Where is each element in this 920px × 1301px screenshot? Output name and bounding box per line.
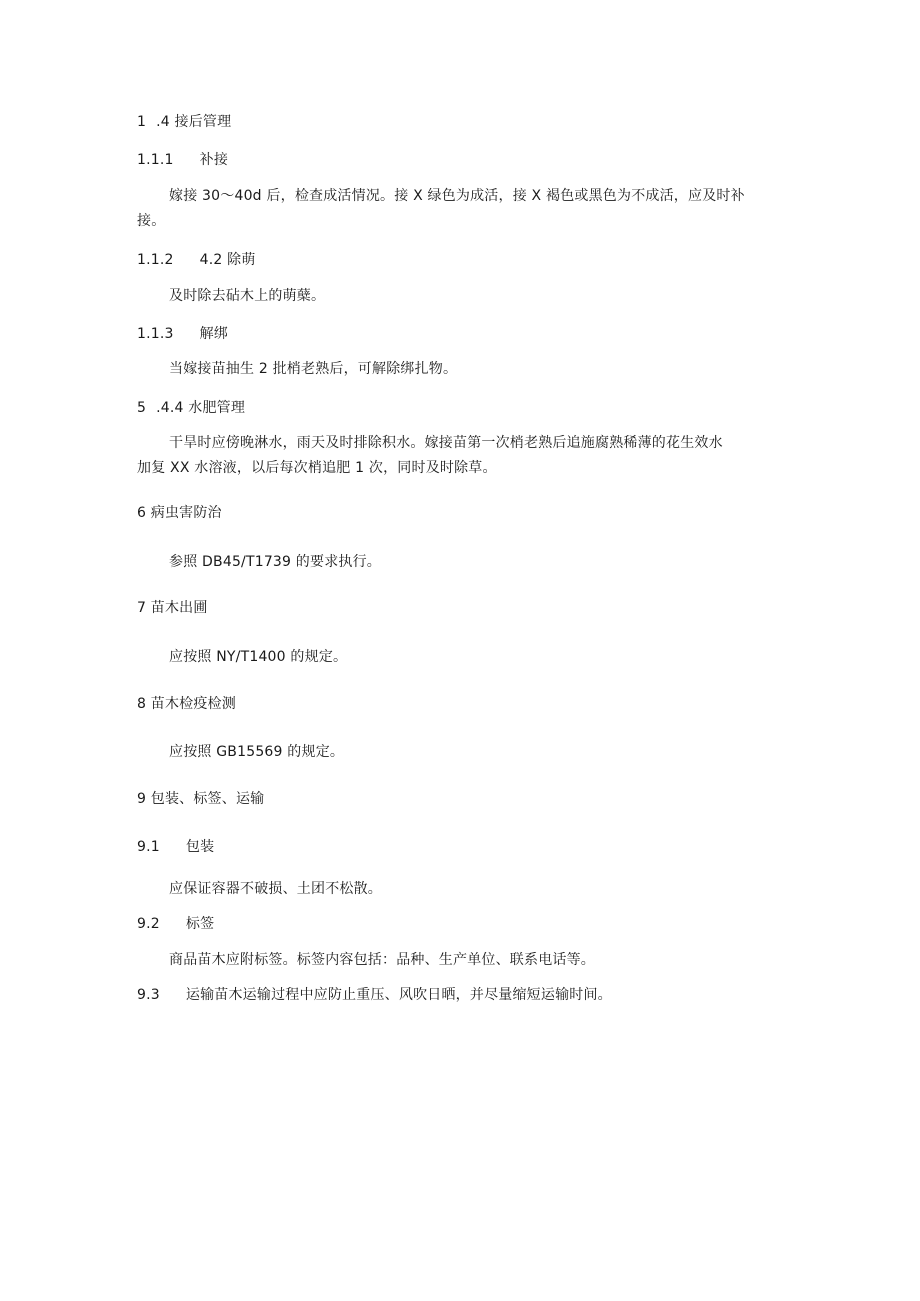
section-heading-9-2 xyxy=(137,914,214,934)
heading-number: 9.3 xyxy=(137,987,160,1003)
section-heading-7: 7 苗木出圃 xyxy=(137,600,208,616)
section-heading-5 xyxy=(137,398,245,418)
paragraph-line: 商品苗木应附标签。标签内容包括：品种、生产单位、联系电话等。 xyxy=(169,952,595,968)
section-heading-6: 6 病虫害防治 xyxy=(137,505,222,521)
heading-text: 运输苗木运输过程中应防止重压、风吹日晒，并尽量缩短运输时间。 xyxy=(185,987,612,1003)
heading-text: 4.2 除萌 xyxy=(199,252,256,268)
paragraph-line: 嫁接 30～40d 后，检查成活情况。接 X 绿色为成活，接 X 褐色或黑色为不成活，应及时补 xyxy=(169,188,745,204)
section-heading-1-1-2 xyxy=(137,250,256,270)
heading-number: 1 xyxy=(137,114,147,130)
paragraph-line: 干旱时应傍晚淋水，雨天及时排除积水。嫁接苗第一次梢老熟后追施腐熟稀薄的花生效水 xyxy=(169,435,723,451)
paragraph-line: 当嫁接苗抽生 2 批梢老熟后，可解除绑扎物。 xyxy=(169,361,458,377)
heading-text: .4.4 水肥管理 xyxy=(156,400,246,416)
heading-text: .4 接后管理 xyxy=(156,114,232,130)
heading-number: 1.1.2 xyxy=(137,252,174,268)
paragraph-line: 参照 DB45/T1739 的要求执行。 xyxy=(169,554,381,570)
paragraph-line: 接。 xyxy=(137,213,166,229)
heading-text: 标签 xyxy=(185,916,215,932)
section-heading-1-1-1 xyxy=(137,150,228,170)
section-heading-9-3 xyxy=(137,985,612,1005)
heading-number: 1.1.1 xyxy=(137,152,174,168)
section-heading-8: 8 苗木检疫检测 xyxy=(137,696,236,712)
heading-number: 1.1.3 xyxy=(137,326,174,342)
heading-number: 5 xyxy=(137,400,147,416)
heading-number: 9.2 xyxy=(137,916,160,932)
paragraph-line: 应按照 GB15569 的规定。 xyxy=(169,744,345,760)
paragraph-line: 加复 XX 水溶液，以后每次梢追肥 1 次，同时及时除草。 xyxy=(137,460,497,476)
heading-number: 9.1 xyxy=(137,839,160,855)
section-heading-9: 9 包装、标签、运输 xyxy=(137,791,265,807)
heading-text: 补接 xyxy=(199,152,229,168)
section-heading-9-1 xyxy=(137,837,214,857)
paragraph-line: 应保证容器不破损、土团不松散。 xyxy=(169,881,382,897)
paragraph-line: 及时除去砧木上的萌蘖。 xyxy=(169,288,326,304)
paragraph-line: 应按照 NY/T1400 的规定。 xyxy=(169,649,348,665)
heading-text: 包装 xyxy=(185,839,215,855)
section-heading-1 xyxy=(137,112,231,132)
heading-text: 解绑 xyxy=(199,326,229,342)
section-heading-1-1-3 xyxy=(137,324,228,344)
